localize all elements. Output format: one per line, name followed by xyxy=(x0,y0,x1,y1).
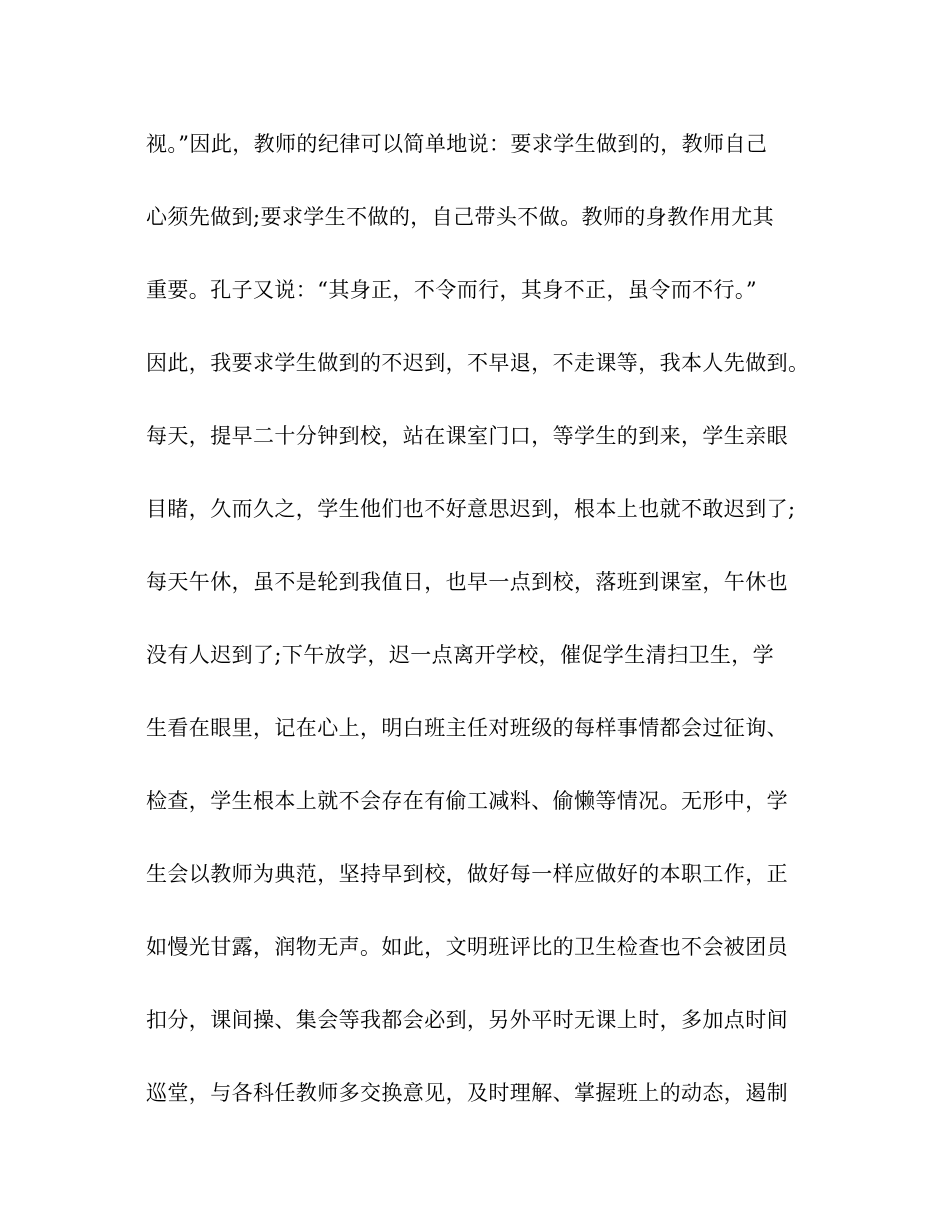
text-line-2: 心须先做到;要求学生不做的，自己带头不做。教师的身教作用尤其 xyxy=(146,205,775,229)
text-line-9: 生看在眼里，记在心上，明白班主任对班级的每样事情都会过征询、 xyxy=(146,716,788,740)
text-line-10: 检查，学生根本上就不会存在有偷工减料、偷懒等情况。无形中，学 xyxy=(146,789,788,813)
text-line-4: 因此，我要求学生做到的不迟到，不早退，不走课等，我本人先做到。 xyxy=(146,351,810,375)
text-line-12: 如慢光甘露，润物无声。如此，文明班评比的卫生检查也不会被团员 xyxy=(146,935,788,959)
text-line-13: 扣分，课间操、集会等我都会必到，另外平时无课上时，多加点时间 xyxy=(146,1008,788,1032)
text-line-8: 没有人迟到了;下午放学，迟一点离开学校，催促学生清扫卫生，学 xyxy=(146,643,775,667)
text-line-14: 巡堂，与各科任教师多交换意见，及时理解、掌握班上的动态，遏制 xyxy=(146,1081,788,1105)
text-line-6: 目睹，久而久之，学生他们也不好意思迟到，根本上也就不敢迟到了; xyxy=(146,497,796,521)
text-line-3: 重要。孔子又说：“其身正，不令而行，其身不正，虽令而不行。” xyxy=(146,278,757,302)
text-line-5: 每天，提早二十分钟到校，站在课室门口，等学生的到来，学生亲眼 xyxy=(146,424,788,448)
text-line-7: 每天午休，虽不是轮到我值日，也早一点到校，落班到课室，午休也 xyxy=(146,570,788,594)
text-line-1: 视。”因此，教师的纪律可以简单地说：要求学生做到的，教师自己 xyxy=(146,132,768,156)
text-line-11: 生会以教师为典范，坚持早到校，做好每一样应做好的本职工作，正 xyxy=(146,862,788,886)
